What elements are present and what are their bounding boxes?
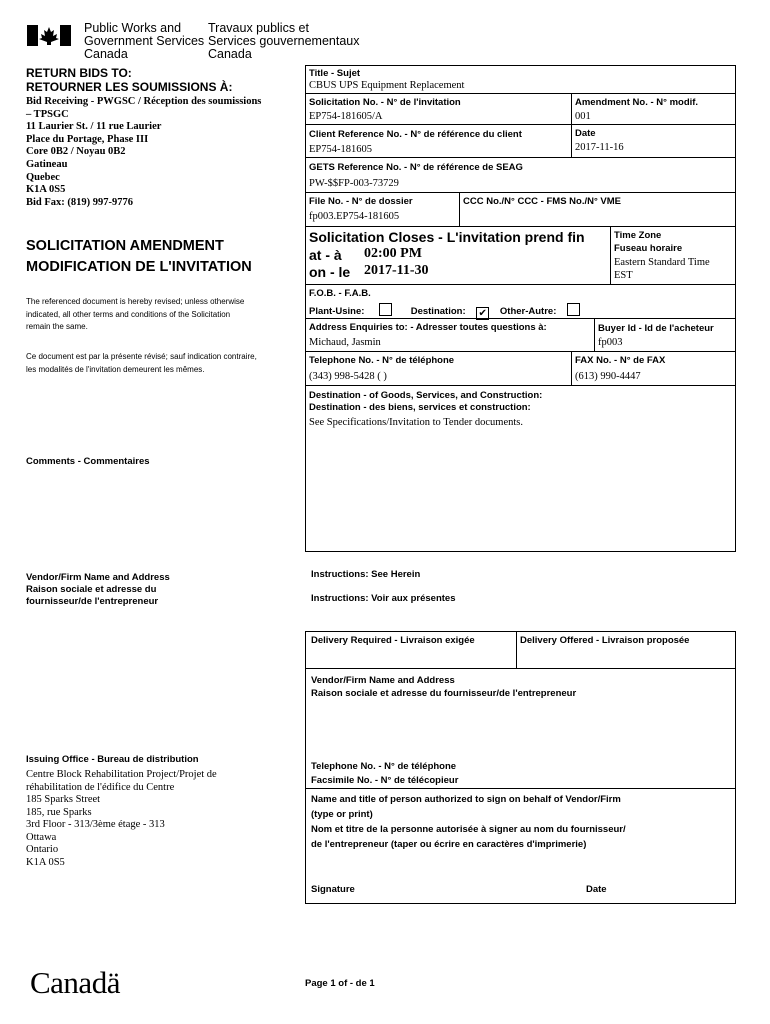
title-value: CBUS UPS Equipment Replacement bbox=[309, 80, 465, 91]
divider bbox=[305, 124, 736, 125]
return-bids-address: Bid Receiving - PWGSC / Réception des soumissions – TPSGC 11 Laurier St. / 11 rue Laurier Place du Portage, Phase III Core 0B2 / Noyau 0B2 Gatineau Quebec K1A 0S5 Bid Fax: (819) 997-9776 bbox=[26, 96, 262, 208]
address-enquiries-value: Michaud, Jasmin bbox=[309, 337, 381, 348]
amendment-no-label: Amendment No. - N° modif. bbox=[575, 97, 699, 108]
date-value: 2017-11-16 bbox=[575, 142, 624, 153]
divider bbox=[305, 668, 736, 669]
delivery-offered-label: Delivery Offered - Livraison proposée bbox=[520, 635, 690, 646]
canada-wordmark: Canadä bbox=[30, 965, 120, 1000]
file-no-label: File No. - N° de dossier bbox=[309, 196, 413, 207]
issuing-office-address: Centre Block Rehabilitation Project/Projet de réhabilitation de l'édifice du Centre 185 Sparks Street 185, rue Sparks 3rd Floor - 313/3ème étage - 313 Ottawa Ontario K1A 0S5 bbox=[26, 769, 217, 868]
buyer-id-value: fp003 bbox=[598, 337, 623, 348]
signature-date-label: Date bbox=[586, 884, 607, 895]
amendment-no-value: 001 bbox=[575, 111, 591, 122]
divider bbox=[305, 351, 736, 352]
other-label: Other-Autre: bbox=[499, 306, 557, 317]
buyer-id-label: Buyer Id - Id de l'acheteur bbox=[598, 323, 714, 334]
vendor-firm-label: Vendor/Firm Name and Address Raison sociale et adresse du fournisseur/de l'entrepreneur bbox=[311, 675, 577, 699]
divider bbox=[305, 93, 736, 94]
instructions-en: Instructions: See Herein bbox=[311, 569, 421, 580]
divider bbox=[305, 192, 736, 193]
delivery-required-label: Delivery Required - Livraison exigée bbox=[311, 635, 475, 646]
issuing-office bbox=[26, 754, 217, 869]
department-name-fr: Travaux publics et Services gouvernementaux Canada bbox=[208, 21, 360, 61]
vendor-firm-label-left: Vendor/Firm Name and Address Raison sociale et adresse du fournisseur/de l'entrepreneur bbox=[26, 572, 170, 607]
plant-checkbox[interactable] bbox=[379, 303, 392, 316]
authorized-signer-label: Name and title of person authorized to sign on behalf of Vendor/Firm (type or print) Nom et titre de la personne autorisée à signer au nom du fournisseur/ de l'entrepreneur (taper ou écrire en caractères d'imprimerie) bbox=[311, 794, 626, 850]
plant-label: Plant-Usine: bbox=[309, 306, 365, 317]
solicitation-closes-title: Solicitation Closes - L'invitation prend fin bbox=[309, 229, 585, 245]
divider bbox=[571, 351, 572, 385]
divider bbox=[305, 788, 736, 789]
title-label: Title - Sujet bbox=[309, 68, 361, 79]
solicitation-no-value: EP754-181605/A bbox=[309, 111, 383, 122]
gets-ref-label: GETS Reference No. - N° de référence de SEAG bbox=[309, 162, 523, 173]
destination-label: Destination: bbox=[410, 306, 466, 317]
fax-label: FAX No. - N° de FAX bbox=[575, 355, 666, 366]
fob-options bbox=[309, 303, 580, 320]
divider bbox=[305, 157, 736, 158]
time-zone-label: Time Zone Fuseau horaire bbox=[614, 230, 683, 254]
notice-fr: Ce document est par la présente révisé; sauf indication contraire, les modalités de l'invitation demeurent les mêmes. bbox=[26, 352, 257, 374]
divider bbox=[571, 93, 572, 157]
instructions-fr: Instructions: Voir aux présentes bbox=[311, 593, 456, 604]
notice-en: The referenced document is hereby revised; unless otherwise indicated, all other terms and conditions of the Solicitation remain the same. bbox=[26, 297, 245, 331]
vendor-telephone-label: Telephone No. - N° de téléphone bbox=[311, 761, 457, 772]
document-title: SOLICITATION AMENDMENT MODIFICATION DE L'INVITATION bbox=[26, 238, 252, 275]
vendor-phone-fax-labels bbox=[311, 760, 458, 788]
page-number: Page 1 of - de 1 bbox=[305, 978, 375, 989]
divider bbox=[305, 284, 736, 285]
on-label: on - le bbox=[309, 264, 351, 280]
telephone-value: (343) 998-5428 ( ) bbox=[309, 371, 387, 382]
government-flag-logo bbox=[27, 25, 71, 46]
closing-date-value: 2017-11-30 bbox=[364, 263, 429, 278]
other-checkbox[interactable] bbox=[567, 303, 580, 316]
divider bbox=[516, 631, 517, 668]
destination-goods-label: Destination - of Goods, Services, and Construction: Destination - des biens, services et construction: bbox=[309, 390, 543, 413]
vendor-facsimile-label: Facsimile No. - N° de télécopieur bbox=[311, 775, 459, 786]
closing-time-value: 02:00 PM bbox=[364, 246, 422, 261]
gets-ref-value: PW-$$FP-003-73729 bbox=[309, 178, 399, 189]
divider bbox=[610, 226, 611, 284]
signature-label: Signature bbox=[311, 884, 355, 895]
divider bbox=[594, 318, 595, 351]
comments-label: Comments - Commentaires bbox=[26, 456, 150, 467]
department-name-en: Public Works and Government Services Canada bbox=[84, 21, 205, 61]
time-zone-value: Eastern Standard Time EST bbox=[614, 257, 710, 281]
file-no-value: fp003.EP754-181605 bbox=[309, 211, 400, 222]
solicitation-no-label: Solicitation No. - N° de l'invitation bbox=[309, 97, 461, 108]
divider bbox=[305, 385, 736, 386]
return-bids-heading: RETURN BIDS TO: RETOURNER LES SOUMISSIONS À: bbox=[26, 66, 233, 94]
telephone-label: Telephone No. - N° de téléphone bbox=[309, 355, 455, 366]
destination-checkbox[interactable]: ✔ bbox=[476, 307, 489, 320]
ccc-no-label: CCC No./N° CCC - FMS No./N° VME bbox=[463, 196, 622, 207]
at-label: at - à bbox=[309, 247, 342, 263]
divider bbox=[305, 226, 736, 227]
date-label: Date bbox=[575, 128, 596, 139]
fob-label: F.O.B. - F.A.B. bbox=[309, 288, 371, 299]
client-ref-value: EP754-181605 bbox=[309, 144, 372, 155]
issuing-office-label: Issuing Office - Bureau de distribution bbox=[26, 754, 199, 765]
client-ref-label: Client Reference No. - N° de référence du client bbox=[309, 129, 522, 140]
divider bbox=[459, 192, 460, 226]
destination-goods-value: See Specifications/Invitation to Tender documents. bbox=[309, 417, 523, 428]
address-enquiries-label: Address Enquiries to: - Adresser toutes questions à: bbox=[309, 322, 547, 333]
fax-value: (613) 990-4447 bbox=[575, 371, 641, 382]
